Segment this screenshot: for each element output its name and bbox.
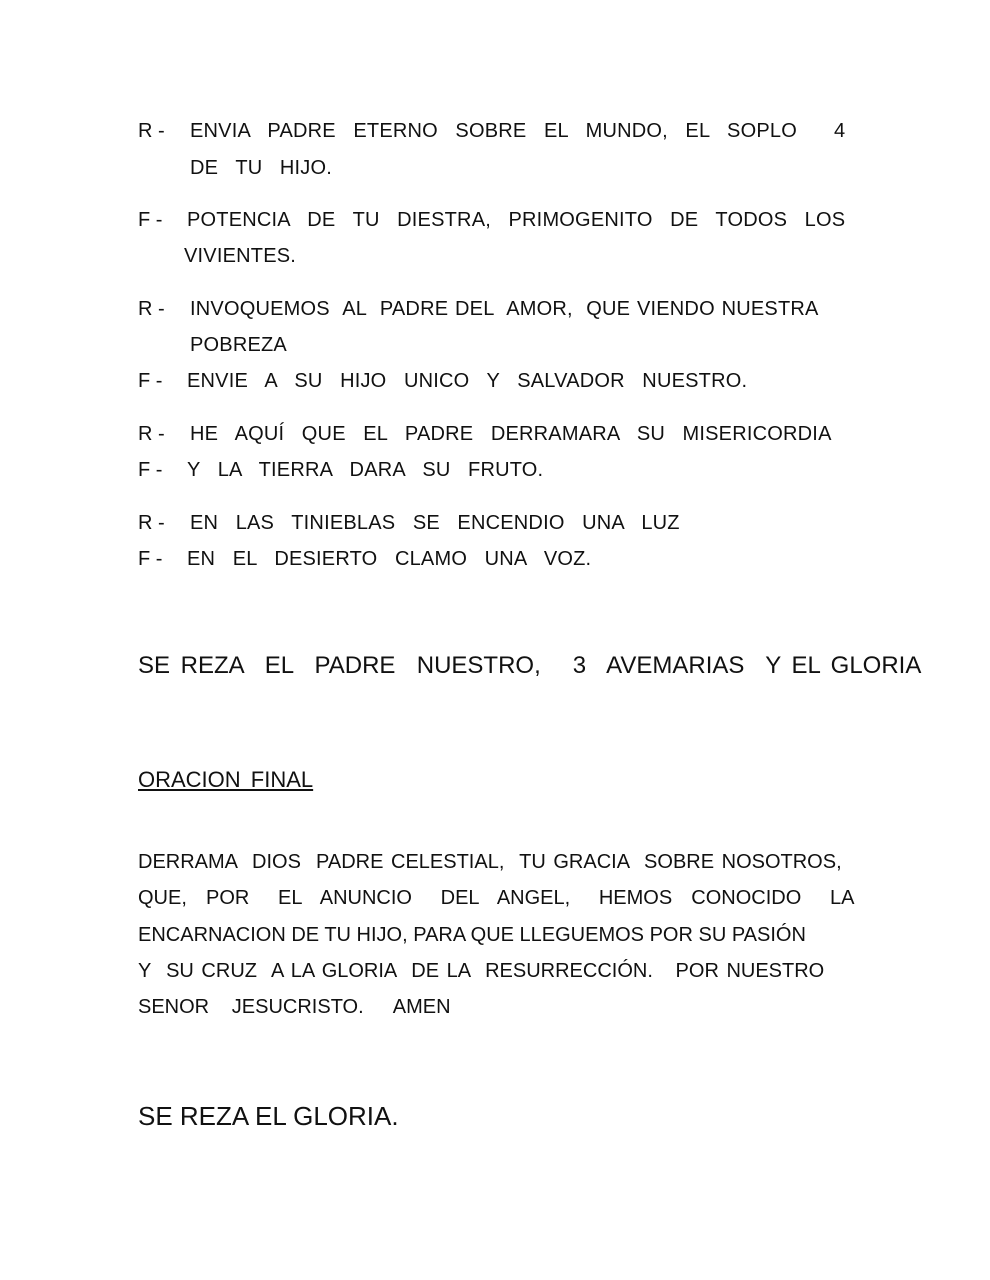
- prayer-line: ENCARNACION DE TU HIJO, PARA QUE LLEGUEMOS POR SU PASIÓN: [138, 924, 806, 946]
- speaker-label: F -: [138, 548, 163, 570]
- speaker-label: F -: [138, 209, 163, 231]
- response-line: DE TU HIJO.: [190, 157, 333, 179]
- speaker-label: R -: [138, 423, 165, 445]
- section-heading: ORACION FINAL: [138, 767, 314, 792]
- speaker-label: R -: [138, 298, 165, 320]
- response-line: HE AQUÍ QUE EL PADRE DERRAMARA SU MISERICORDIA: [190, 423, 832, 445]
- response-line: INVOQUEMOS AL PADRE DEL AMOR, QUE VIENDO NUESTRA: [190, 298, 819, 320]
- response-line: ENVIA PADRE ETERNO SOBRE EL MUNDO, EL SOPLO: [190, 120, 797, 142]
- prayer-line: QUE, POR EL ANUNCIO DEL ANGEL, HEMOS CONOCIDO LA: [138, 887, 855, 909]
- response-line: POTENCIA DE TU DIESTRA, PRIMOGENITO DE TODOS LOS: [187, 209, 846, 231]
- prayer-line: DERRAMA DIOS PADRE CELESTIAL, TU GRACIA SOBRE NOSOTROS,: [138, 851, 842, 873]
- response-line: ENVIE A SU HIJO UNICO Y SALVADOR NUESTRO.: [187, 370, 748, 392]
- response-line: Y LA TIERRA DARA SU FRUTO.: [187, 459, 544, 481]
- page-number: 4: [834, 120, 846, 142]
- response-line: EN EL DESIERTO CLAMO UNA VOZ.: [187, 548, 592, 570]
- speaker-label: R -: [138, 120, 165, 142]
- prayer-line: SENOR JESUCRISTO. AMEN: [138, 996, 451, 1018]
- closing-instruction: SE REZA EL GLORIA.: [138, 1101, 399, 1131]
- prayer-line: Y SU CRUZ A LA GLORIA DE LA RESURRECCIÓN. POR NUESTRO: [138, 960, 825, 982]
- response-line: VIVIENTES.: [184, 245, 297, 267]
- response-line: POBREZA: [190, 334, 287, 356]
- response-line: EN LAS TINIEBLAS SE ENCENDIO UNA LUZ: [190, 512, 680, 534]
- speaker-label: F -: [138, 459, 163, 481]
- speaker-label: F -: [138, 370, 163, 392]
- prayer-instruction: SE REZA EL PADRE NUESTRO, 3 AVEMARIAS Y EL GLORIA: [138, 652, 922, 679]
- speaker-label: R -: [138, 512, 165, 534]
